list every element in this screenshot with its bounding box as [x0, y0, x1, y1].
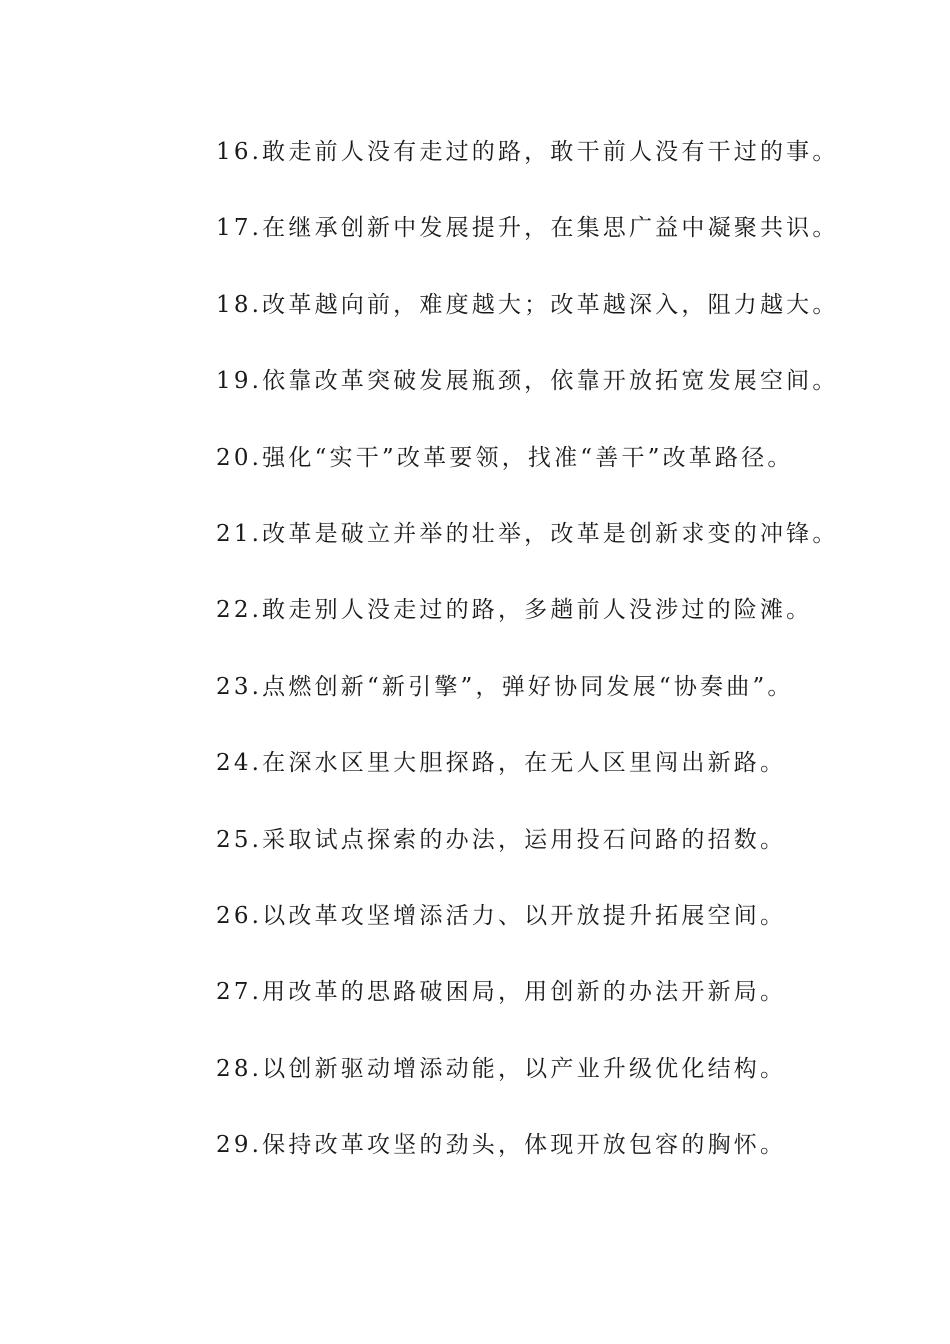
slogan-line: 18.改革越向前，难度越大；改革越深入，阻力越大。 [216, 291, 839, 318]
slogan-line: 20.强化“实干”改革要领，找准“善干”改革路径。 [216, 444, 794, 471]
slogan-line: 22.敢走别人没走过的路，多趟前人没涉过的险滩。 [216, 597, 813, 624]
slogan-line: 23.点燃创新“新引擎”，弹好协同发展“协奏曲”。 [216, 673, 794, 700]
slogan-list [216, 132, 839, 1201]
slogan-line: 29.保持改革攻坚的劲头，体现开放包容的胸怀。 [216, 1132, 787, 1159]
slogan-line: 28.以创新驱动增添动能，以产业升级优化结构。 [216, 1055, 787, 1082]
slogan-line: 16.敢走前人没有走过的路，敢干前人没有干过的事。 [216, 139, 839, 165]
slogan-line: 25.采取试点探索的办法，运用投石问路的招数。 [216, 826, 787, 853]
slogan-line: 19.依靠改革突破发展瓶颈，依靠开放拓宽发展空间。 [216, 368, 839, 395]
slogan-line: 21.改革是破立并举的壮举，改革是创新求变的冲锋。 [216, 520, 839, 547]
slogan-line: 17.在继承创新中发展提升，在集思广益中凝聚共识。 [216, 215, 839, 242]
slogan-line: 27.用改革的思路破困局，用创新的办法开新局。 [216, 979, 787, 1006]
slogan-line: 26.以改革攻坚增添活力、以开放提升拓展空间。 [216, 902, 787, 929]
slogan-line: 24.在深水区里大胆探路，在无人区里闯出新路。 [216, 750, 787, 777]
